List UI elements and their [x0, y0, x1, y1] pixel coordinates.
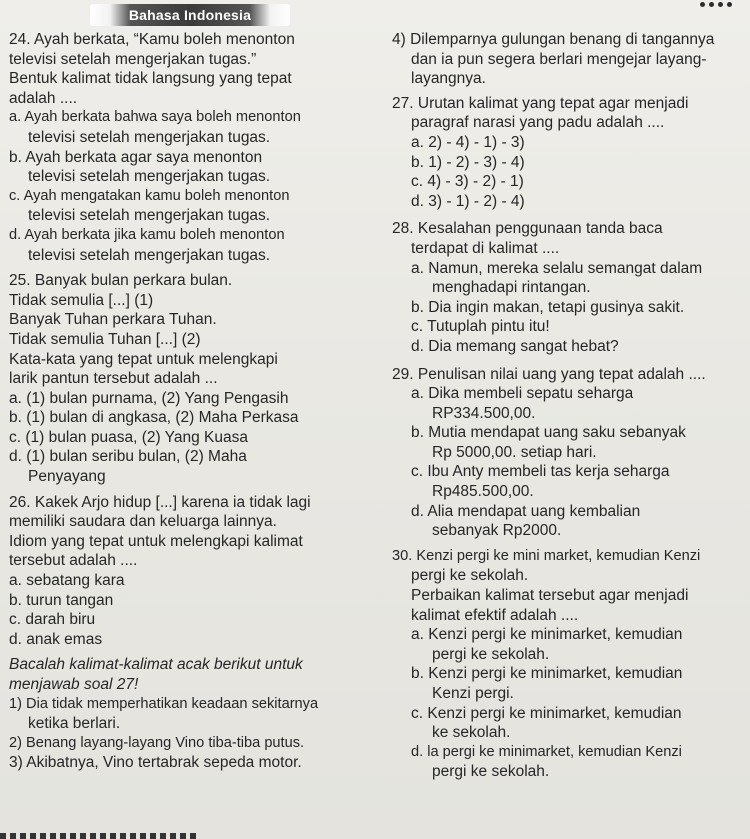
- dot-icon: [727, 2, 732, 7]
- answer-option-d[interactable]: d. la pergi ke minimarket, kemudian Kenzi: [411, 743, 682, 760]
- question-text-line: Kakek Arjo hidup [...] karena ia tidak lagi: [34, 493, 311, 511]
- question-text-line: Perbaikan kalimat tersebut agar menjadi: [411, 587, 689, 605]
- question-number: 29.: [392, 365, 414, 383]
- question-text-line: Penulisan nilai uang yang tepat adalah ....: [417, 365, 706, 383]
- answer-option-c-cont: televisi setelah mengerjakan tugas.: [28, 207, 271, 225]
- question-text-line: paragraf narasi yang padu adalah ....: [411, 114, 665, 132]
- question-text-line: Tidak semulia Tuhan [...] (2): [9, 330, 201, 348]
- answer-option-d[interactable]: d. anak emas: [9, 630, 103, 648]
- left-column: [9, 30, 371, 773]
- decorative-dots: [700, 2, 732, 7]
- answer-option-c[interactable]: c. Kenzi pergi ke minimarket, kemudian: [411, 704, 682, 722]
- answer-option-a[interactable]: a. 2) - 4) - 1) - 3): [411, 133, 525, 151]
- answer-option-c[interactable]: c. Tutuplah pintu itu!: [411, 318, 550, 336]
- question-25: [9, 271, 371, 487]
- question-28: [392, 219, 748, 356]
- answer-option-a-cont: televisi setelah mengerjakan tugas.: [28, 128, 271, 146]
- question-text-line: televisi setelah mengerjakan tugas.”: [9, 50, 257, 68]
- sentence-2: 2) Benang layang-layang Vino tiba-tiba putus.: [9, 734, 305, 751]
- answer-option-d-cont: televisi setelah mengerjakan tugas.: [28, 246, 271, 264]
- answer-option-b[interactable]: b. 1) - 2) - 3) - 4): [411, 153, 525, 171]
- answer-option-a-cont: RP334.500,00.: [432, 404, 536, 422]
- question-text-line: Bentuk kalimat tidak langsung yang tepat: [9, 70, 292, 88]
- question-text-line: Banyak bulan perkara bulan.: [34, 272, 233, 290]
- page-edge-decoration: [0, 833, 200, 839]
- answer-option-a-cont: pergi ke sekolah.: [432, 645, 550, 663]
- dot-icon: [718, 2, 723, 7]
- question-number: 28.: [392, 220, 414, 238]
- answer-option-a[interactable]: a. Namun, mereka selalu semangat dalam: [411, 259, 703, 277]
- question-number: 24.: [9, 31, 31, 48]
- question-text-line: memiliki saudara dan keluarga lainnya.: [9, 513, 277, 531]
- answer-option-a[interactable]: a. Dika membeli sepatu seharga: [411, 385, 634, 403]
- answer-option-c[interactable]: c. (1) bulan puasa, (2) Yang Kuasa: [9, 428, 248, 446]
- question-text-line: Urutan kalimat yang tepat agar menjadi: [417, 94, 689, 112]
- answer-option-a[interactable]: a. (1) bulan purnama, (2) Yang Pengasih: [9, 389, 289, 407]
- answer-option-b[interactable]: b. turun tangan: [9, 591, 114, 609]
- answer-option-b[interactable]: b. Mutia mendapat uang saku sebanyak: [411, 424, 686, 442]
- answer-option-b[interactable]: b. (1) bulan di angkasa, (2) Maha Perkasa: [9, 409, 299, 427]
- subject-title: Bahasa Indonesia: [128, 7, 252, 23]
- question-text-line: Kata-kata yang tepat untuk melengkapi: [9, 350, 278, 368]
- answer-option-b-cont: Rp 5000,00. setiap hari.: [432, 443, 597, 461]
- answer-option-c[interactable]: c. 4) - 3) - 2) - 1): [411, 173, 524, 191]
- question-text-line: larik pantun tersebut adalah ...: [9, 370, 218, 388]
- question-text-line: Kenzi pergi ke mini market, kemudian Kenzi: [416, 547, 701, 564]
- question-text-line: terdapat di kalimat ....: [411, 239, 560, 257]
- question-text-line: adalah ....: [9, 89, 78, 107]
- answer-option-c-cont: ke sekolah.: [432, 724, 511, 742]
- question-26: [9, 493, 371, 650]
- question-27: [392, 94, 748, 212]
- answer-option-a[interactable]: a. Kenzi pergi ke minimarket, kemudian: [411, 626, 683, 644]
- instruction-line: menjawab soal 27!: [9, 676, 139, 693]
- answer-option-b-cont: Kenzi pergi.: [432, 685, 514, 702]
- right-column: [392, 30, 748, 782]
- question-text-line: Tidak semulia [...] (1): [9, 291, 154, 309]
- answer-option-c[interactable]: c. Ayah mengatakan kamu boleh menonton: [9, 187, 290, 204]
- answer-option-d-cont: sebanyak Rp2000.: [432, 522, 562, 540]
- answer-option-d[interactable]: d. Dia memang sangat hebat?: [411, 337, 619, 355]
- answer-option-c-cont: Rp485.500,00.: [432, 483, 534, 501]
- sentence-1: 1) Dia tidak memperhatikan keadaan sekitarnya: [9, 695, 319, 712]
- subject-banner: [90, 4, 290, 26]
- question-30: [392, 547, 748, 782]
- question-number: 25.: [9, 272, 31, 290]
- answer-option-a-cont: menghadapi rintangan.: [432, 279, 591, 297]
- question-text-line: pergi ke sekolah.: [411, 567, 529, 585]
- sentence-4: 4) Dilemparnya gulungan benang di tangannya dan ia pun segera berlari mengejar layang- layangnya.: [392, 31, 715, 88]
- answer-option-b[interactable]: b. Ayah berkata agar saya menonton: [9, 148, 263, 166]
- question-text-line: Kesalahan penggunaan tanda baca: [417, 220, 663, 238]
- question-29: [392, 365, 748, 541]
- question-24: [9, 30, 371, 265]
- answer-option-b[interactable]: b. Dia ingin makan, tetapi gusinya sakit.: [411, 298, 685, 316]
- instruction-line: Bacalah kalimat-kalimat acak berikut untuk: [9, 656, 303, 674]
- answer-option-d[interactable]: d. (1) bulan seribu bulan, (2) Maha: [9, 448, 247, 466]
- question-text-line: Banyak Tuhan perkara Tuhan.: [9, 311, 217, 329]
- question-number: 27.: [392, 94, 414, 112]
- question-number: 26.: [9, 493, 31, 511]
- answer-option-c[interactable]: c. Ibu Anty membeli tas kerja seharga: [411, 463, 670, 481]
- question-text-line: Ayah berkata, “Kamu boleh menonton: [34, 31, 295, 48]
- answer-option-d-cont: Penyayang: [28, 468, 106, 486]
- instruction-block: [9, 655, 371, 773]
- sentence-3: 3) Akibatnya, Vino tertabrak sepeda motor.: [9, 754, 302, 772]
- answer-option-d[interactable]: d. Alia mendapat uang kembalian: [411, 502, 641, 520]
- question-number: 30.: [392, 547, 413, 564]
- answer-option-a[interactable]: a. sebatang kara: [9, 572, 125, 590]
- dot-icon: [700, 2, 705, 7]
- question-text-line: Idiom yang tepat untuk melengkapi kalimat: [9, 532, 303, 550]
- question-text-line: kalimat efektif adalah ....: [411, 606, 579, 624]
- answer-option-d-cont: pergi ke sekolah.: [432, 763, 550, 781]
- sentence-1-cont: ketika berlari.: [28, 715, 121, 733]
- question-text-line: tersebut adalah ....: [9, 552, 138, 570]
- answer-option-d[interactable]: d. Ayah berkata jika kamu boleh menonton: [9, 226, 285, 243]
- dot-icon: [709, 2, 714, 7]
- answer-option-a[interactable]: a. Ayah berkata bahwa saya boleh menonton: [9, 109, 301, 126]
- answer-option-b[interactable]: b. Kenzi pergi ke minimarket, kemudian: [411, 665, 683, 683]
- answer-option-d[interactable]: d. 3) - 1) - 2) - 4): [411, 192, 525, 210]
- answer-option-b-cont: televisi setelah mengerjakan tugas.: [28, 168, 271, 186]
- answer-option-c[interactable]: c. darah biru: [9, 611, 96, 629]
